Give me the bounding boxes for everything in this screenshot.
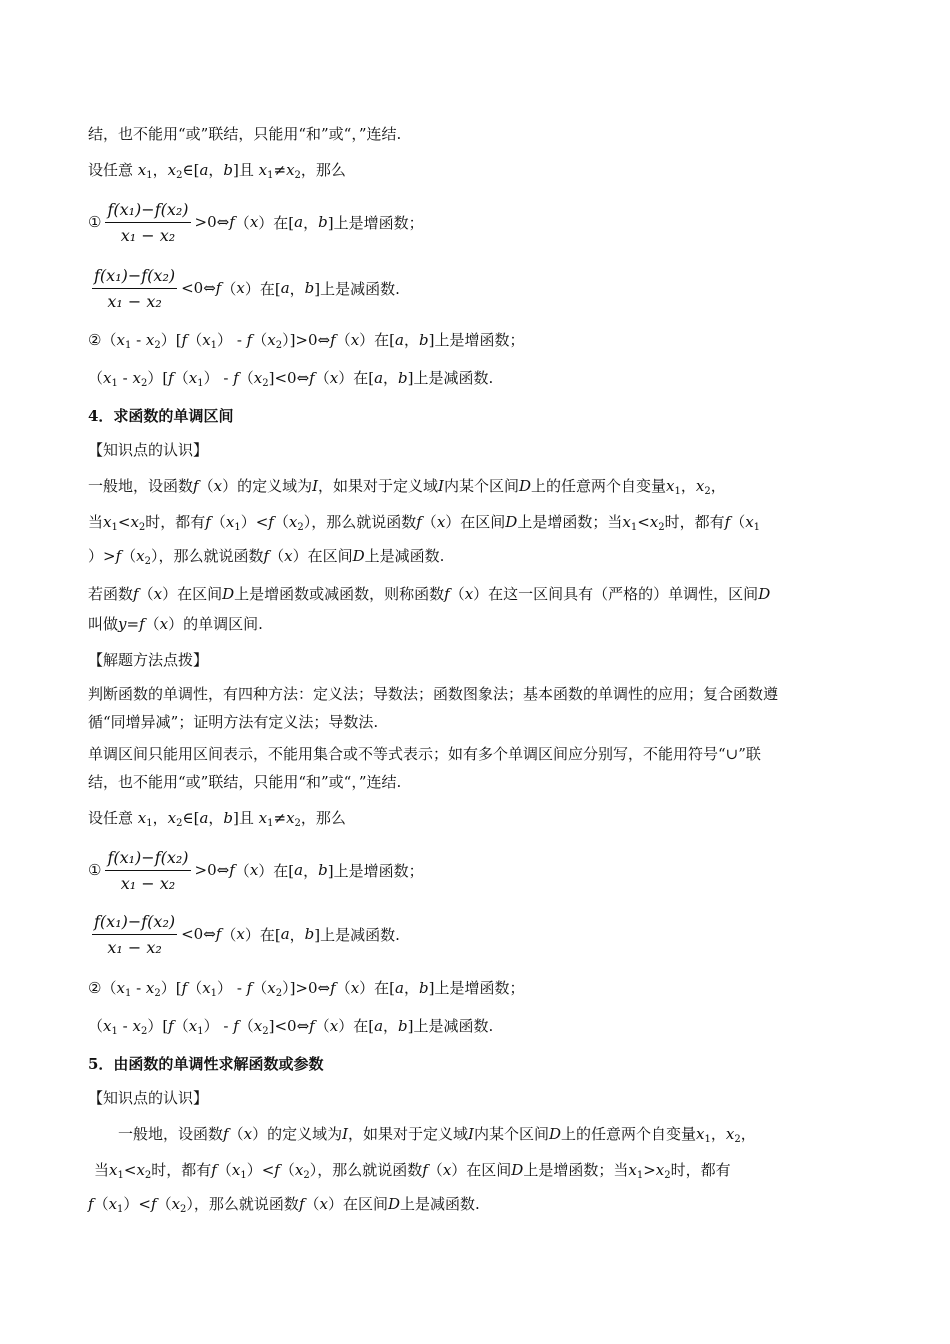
paragraph-line: 当$x_1<x_2$时，都有$f(x_1)<f(x_2)$，那么就说函数f（x）在区间D上是增函数；当$x_1<x_2$时，都有$f(x_1$ (88, 513, 761, 533)
paragraph-line: 结，也不能用“或”联结，只能用“和”或“，”连结. (88, 773, 402, 791)
formula-line: $②(x_1 - x_2)[f(x_1)$ - $f(x_2)]>0\Leftrightarrow f(x)$在[a，b]上是增函数； (88, 979, 525, 999)
formula-line: $②(x_1 - x_2)[f(x_1)$ - $f(x_2)]>0\Leftrightarrow f(x)$在[a，b]上是增函数； (88, 331, 525, 351)
subheading: 【知识点的认识】 (88, 1089, 209, 1107)
paragraph-line: $f(x_1)<f(x_2)$，那么就说函数f（x）在区间D上是减函数. (88, 1195, 480, 1215)
paragraph-line: 设任意 $x_1$，$x_2\in[a$，b]且 $x_1\ne x_2$，那么 (88, 809, 346, 829)
formula-line: $(x_1 - x_2)[f(x_1)$ - $f(x_2]<0\Leftrightarrow f(x)$在[a，b]上是减函数. (88, 1017, 494, 1037)
subheading: 【知识点的认识】 (88, 441, 209, 459)
formula-line: $\frac{\text{f(x₁)−f(x₂)}}{\text{x₁ − x₂}}$ <0⇔ f （ x ）在[ a ， b ]上是减函数. (94, 911, 400, 957)
fraction: $\frac{\text{f(x₁)−f(x₂)}}{\text{x₁ − x₂}}$ (94, 911, 176, 957)
fraction: $\frac{\text{f(x₁)−f(x₂)}}{\text{x₁ − x₂}}$ (107, 199, 189, 245)
formula-line: ① $\frac{\text{f(x₁)−f(x₂)}}{\text{x₁ − x₂}}$ >0⇔ f （ x ）在[ a ， b ]上是增函数； (88, 199, 424, 245)
formula-line: $\frac{\text{f(x₁)−f(x₂)}}{\text{x₁ − x₂}}$ <0⇔ f （ x ）在[ a ， b ]上是减函数. (94, 265, 400, 311)
paragraph-line: 单调区间只能用区间表示，不能用集合或不等式表示；如有多个单调区间应分别写，不能用符号“∪”联 (88, 745, 761, 763)
section-heading: 4．求函数的单调区间 (88, 407, 234, 425)
subheading: 【解题方法点拨】 (88, 651, 209, 669)
formula-line: $(x_1 - x_2)[f(x_1)$ - $f(x_2]<0\Leftrightarrow f(x)$在[a，b]上是减函数. (88, 369, 494, 389)
section-heading: 5．由函数的单调性求解函数或参数 (88, 1055, 324, 1073)
fraction: $\frac{\text{f(x₁)−f(x₂)}}{\text{x₁ − x₂}}$ (107, 847, 189, 893)
paragraph-line: 一般地，设函数f（x）的定义域为I，如果对于定义域I内某个区间D上的任意两个自变量$x_1$，$x_2$， (118, 1125, 756, 1145)
paragraph-line: 结，也不能用“或”联结，只能用“和”或“，”连结. (88, 125, 402, 143)
paragraph-line: 叫做y=f（x）的单调区间. (88, 615, 263, 633)
paragraph-line: 判断函数的单调性，有四种方法：定义法；导数法；函数图象法；基本函数的单调性的应用；复合函数遵 (88, 685, 779, 703)
fraction: $\frac{\text{f(x₁)−f(x₂)}}{\text{x₁ − x₂}}$ (94, 265, 176, 311)
formula-line: ① $\frac{\text{f(x₁)−f(x₂)}}{\text{x₁ − x₂}}$ >0⇔ f （ x ）在[ a ， b ]上是增函数； (88, 847, 424, 893)
paragraph-line: ）$>f(x_2)$，那么就说函数f（x）在区间D上是减函数. (88, 547, 445, 567)
paragraph-line: 设任意 $x_1$，$x_2\in[a$，b]且 $x_1\ne x_2$，那么 (88, 161, 346, 181)
paragraph-line: 一般地，设函数f（x）的定义域为I，如果对于定义域I内某个区间D上的任意两个自变量$x_1$，$x_2$， (88, 477, 726, 497)
paragraph-line: 当$x_1<x_2$时，都有$f(x_1)<f(x_2)$，那么就说函数f（x）在区间D上是增函数；当$x_1>x_2$时，都有 (94, 1161, 731, 1181)
paragraph-line: 循“同增异减”；证明方法有定义法；导数法. (88, 713, 379, 731)
paragraph-line: 若函数f（x）在区间D上是增函数或减函数，则称函数f（x）在这一区间具有（严格的）单调性，区间D (88, 585, 771, 603)
